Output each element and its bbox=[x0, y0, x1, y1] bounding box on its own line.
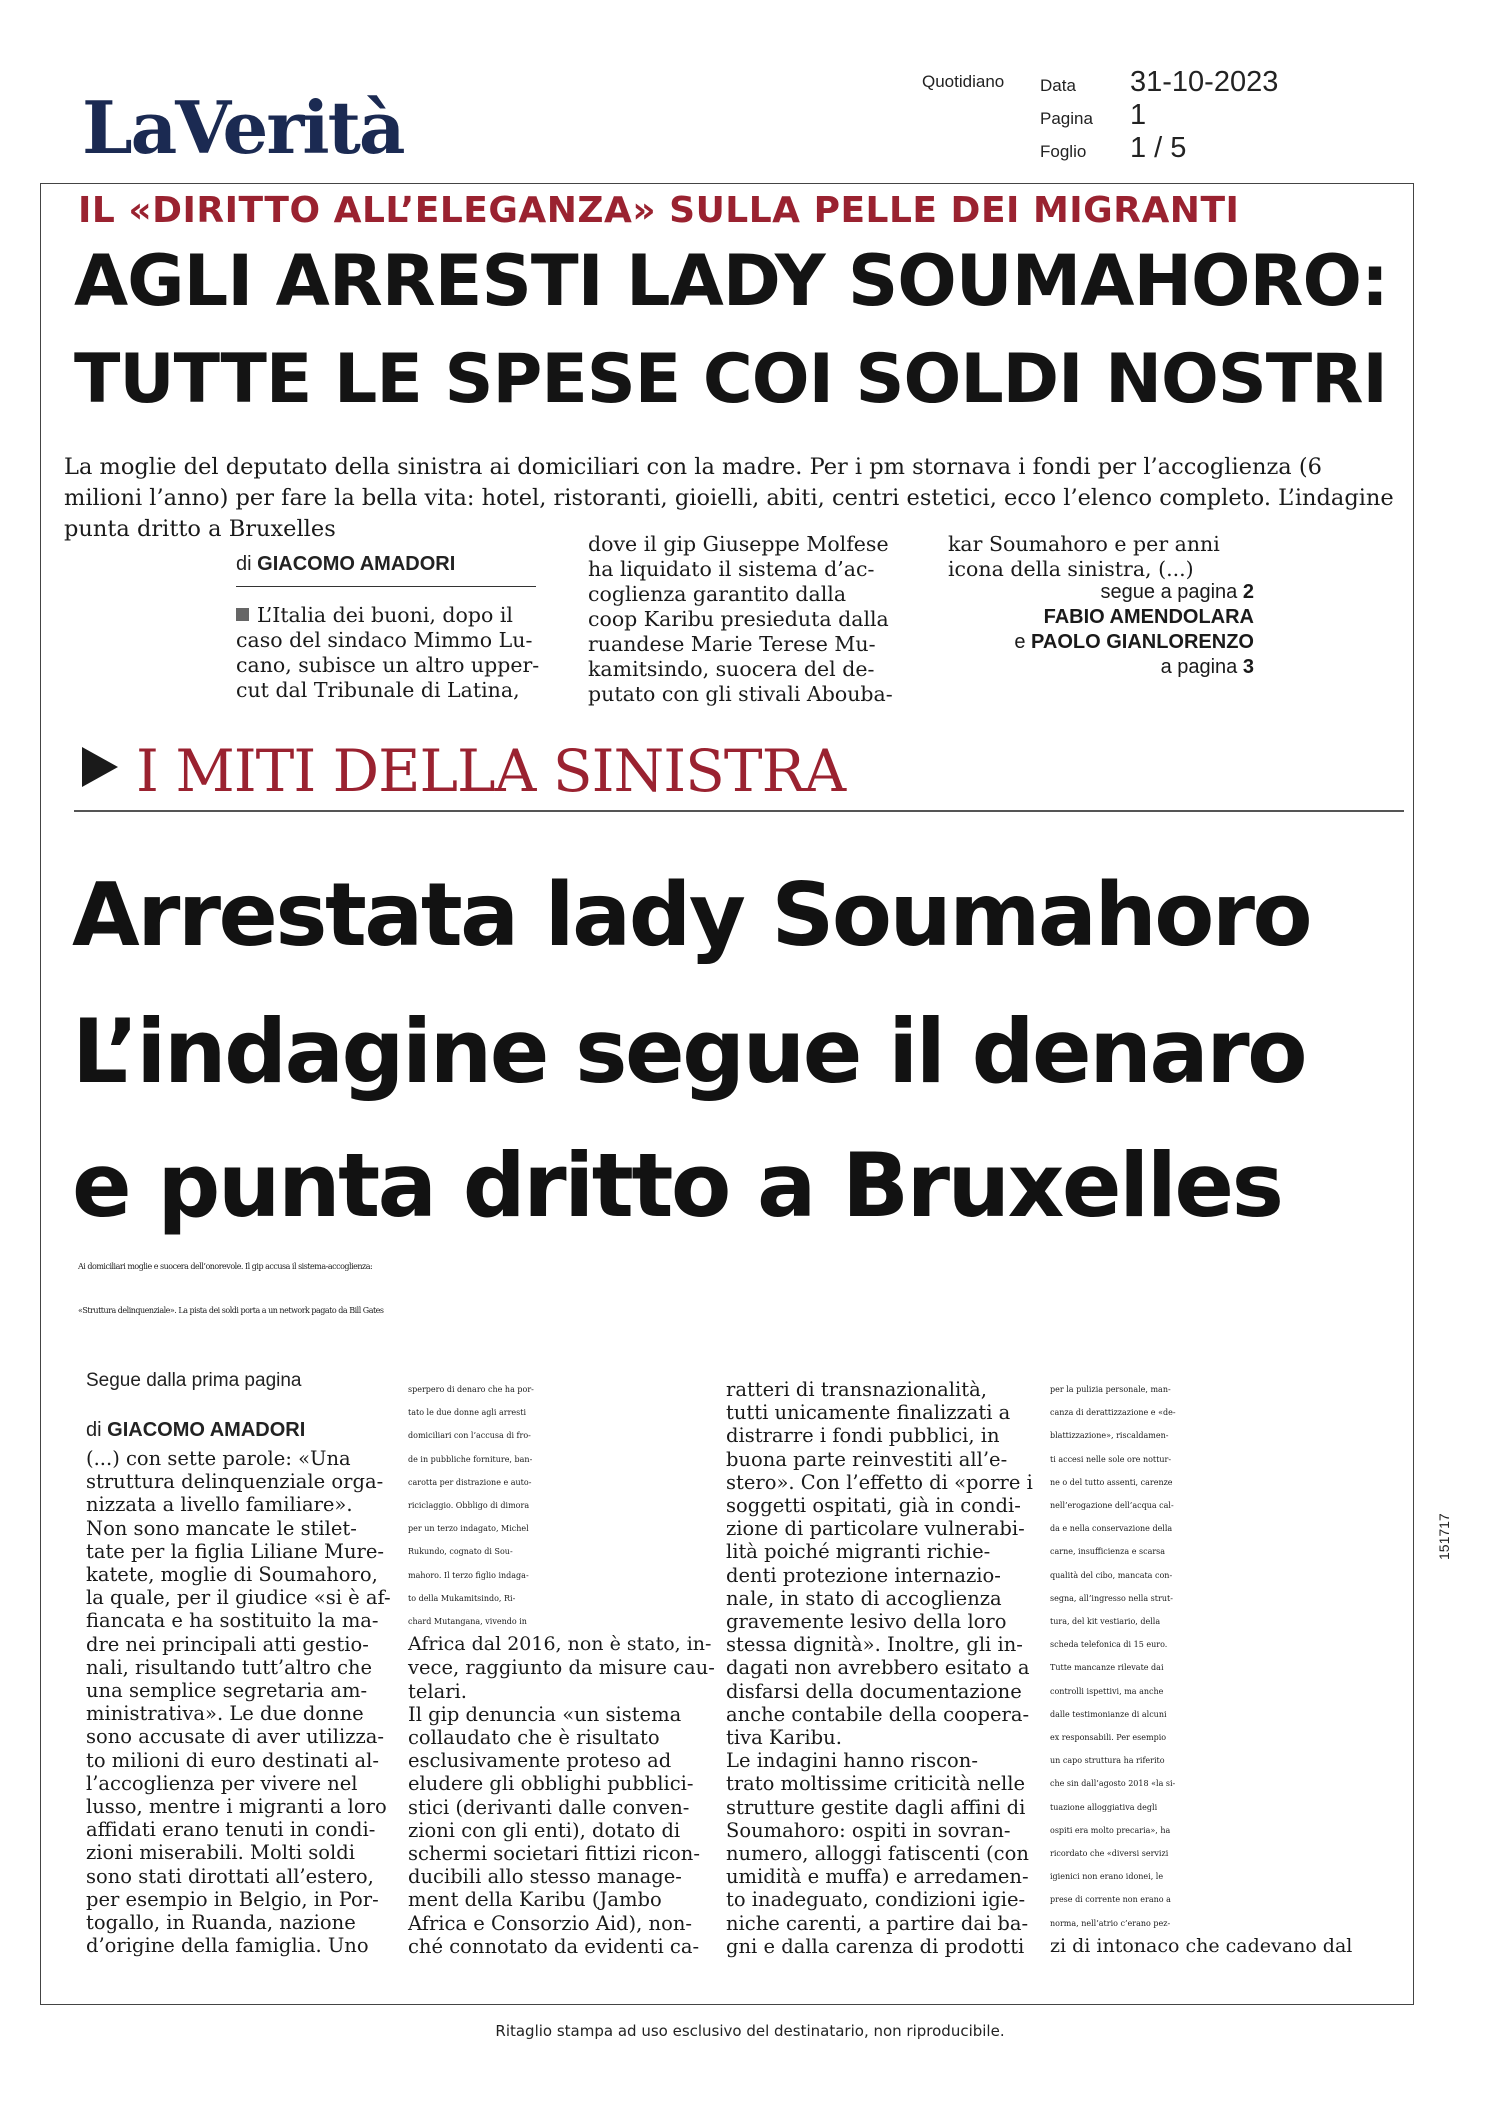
front-headline-line-1: AGLI ARRESTI LADY SOUMAHORO: bbox=[74, 240, 1388, 322]
column-line: Il gip denuncia «un sistema bbox=[408, 1702, 682, 1726]
continuation-references bbox=[900, 580, 1254, 680]
column-line: buona parte reinvestiti all’e- bbox=[726, 1447, 1008, 1471]
article-byline-author: GIACOMO AMADORI bbox=[107, 1419, 306, 1441]
column-line: katete, moglie di Soumahoro, bbox=[86, 1563, 378, 1587]
column-line: una semplice segretaria am- bbox=[86, 1679, 368, 1703]
column-line: L’Italia dei buoni, dopo il bbox=[257, 603, 513, 627]
front-summary: La moglie del deputato della sinistra ai domiciliari con la madre. Per i pm stornava i fondi per l’accoglienza (6 milioni l’anno) per fare la bella vita: hotel, ristoranti, gioielli, abiti, centri estetici, ecco l’elenco completo. L’indagine punta dritto a Bruxelles bbox=[64, 454, 1394, 542]
meta-label-page: Pagina bbox=[1040, 109, 1093, 128]
column-line: mahoro. Il terzo figlio indaga- bbox=[408, 1570, 529, 1580]
column-line: Rukundo, cognato di Sou- bbox=[408, 1547, 513, 1557]
column-line: anche contabile della coopera- bbox=[726, 1702, 1030, 1726]
column-line: d’origine della famiglia. Uno bbox=[86, 1934, 369, 1958]
meta-label-sheet: Foglio bbox=[1040, 142, 1087, 161]
column-line: Africa e Consorzio Aid), non- bbox=[408, 1911, 692, 1935]
segue-page: 2 bbox=[1242, 581, 1254, 603]
column-line: eludere gli obblighi pubblici- bbox=[408, 1772, 694, 1796]
front-byline-prefix: di bbox=[236, 553, 252, 575]
column-line: ment della Karibu (Jambo bbox=[408, 1888, 662, 1912]
column-line: tuazione alloggiativa degli bbox=[1050, 1802, 1158, 1812]
column-line: zi di intonaco che cadevano dal bbox=[1050, 1934, 1353, 1957]
column-line: tate per la figlia Liliane Mure- bbox=[86, 1539, 384, 1563]
column-line: Le indagini hanno riscon- bbox=[726, 1749, 978, 1773]
article-column-2 bbox=[408, 1378, 715, 1958]
column-line: Soumahoro: ospiti in sovran- bbox=[726, 1818, 1011, 1842]
front-column-2 bbox=[588, 532, 893, 707]
meta-value-date: 31-10-2023 bbox=[1130, 66, 1279, 98]
publication-type: Quotidiano bbox=[922, 72, 1005, 91]
column-line: schermi societari fittizi ricon- bbox=[408, 1842, 700, 1866]
column-line: nell’erogazione dell’acqua cal- bbox=[1050, 1501, 1174, 1511]
article-headline-line-3: e punta dritto a Bruxelles bbox=[72, 1134, 1282, 1237]
column-line: scheda telefonica di 15 euro. bbox=[1050, 1640, 1168, 1650]
article-headline-line-1: Arrestata lady Soumahoro bbox=[72, 864, 1311, 966]
column-line: ne o del tutto assenti, carenze bbox=[1050, 1477, 1173, 1487]
front-kicker: IL «DIRITTO ALL’ELEGANZA» SULLA PELLE DEI MIGRANTI bbox=[78, 190, 1240, 231]
column-line: ché connotato da evidenti ca- bbox=[408, 1934, 700, 1958]
column-line: collaudato che è risultato bbox=[408, 1726, 660, 1750]
column-line: coglienza garantito dalla bbox=[588, 582, 847, 606]
column-line: tura, del kit vestiario, della bbox=[1050, 1617, 1161, 1627]
column-line: to milioni di euro destinati al- bbox=[86, 1748, 379, 1772]
column-line: tato le due donne agli arresti bbox=[408, 1408, 527, 1418]
column-line: ministrativa». Le due donne bbox=[86, 1702, 364, 1726]
front-column-3 bbox=[948, 532, 1220, 582]
column-line: denti protezione internazio- bbox=[726, 1563, 1001, 1587]
column-line: carotta per distrazione e auto- bbox=[408, 1477, 532, 1487]
meta-label-date: Data bbox=[1040, 76, 1076, 95]
continued-from-note: Segue dalla prima pagina bbox=[86, 1370, 302, 1391]
column-line: nali, risultando tutt’altro che bbox=[86, 1655, 373, 1679]
column-line: dre nei principali atti gestio- bbox=[86, 1632, 369, 1656]
column-line: Africa dal 2016, non è stato, in- bbox=[408, 1633, 712, 1656]
clipping-code: 151717 bbox=[1436, 1513, 1452, 1560]
article-column-1 bbox=[86, 1447, 391, 1957]
section-kicker bbox=[82, 737, 846, 805]
column-line: kar Soumahoro e per anni bbox=[948, 532, 1220, 556]
column-line: lusso, mentre i migranti a loro bbox=[86, 1795, 387, 1819]
front-column-1 bbox=[236, 603, 539, 703]
column-line: cut dal Tribunale di Latina, bbox=[236, 678, 520, 702]
column-line: qualità del cibo, mancata con- bbox=[1050, 1570, 1173, 1580]
column-line: Non sono mancate le stilet- bbox=[86, 1516, 357, 1540]
byline-divider bbox=[236, 586, 536, 587]
arrow-triangle-icon bbox=[82, 747, 118, 787]
paragraph-square-icon bbox=[236, 608, 249, 621]
column-line: per esempio in Belgio, in Por- bbox=[86, 1887, 379, 1911]
column-line: ti accesi nelle sole ore nottur- bbox=[1050, 1454, 1172, 1464]
other-page-text: a pagina bbox=[1160, 656, 1238, 678]
column-line: nale, in stato di accoglienza bbox=[726, 1586, 1002, 1610]
column-line: distrarre i fondi pubblici, in bbox=[726, 1424, 1000, 1448]
column-line: per la pulizia personale, man- bbox=[1050, 1385, 1171, 1394]
column-line: stici (derivanti dalle conven- bbox=[408, 1795, 690, 1819]
column-line: soggetti ospitati, già in condi- bbox=[726, 1494, 1021, 1518]
column-line: norma, nell’atrio c’erano pez- bbox=[1050, 1918, 1171, 1928]
column-line: disfarsi della documentazione bbox=[726, 1679, 1022, 1703]
column-line: kamitsindo, suocera del de- bbox=[588, 657, 875, 681]
column-line: lità poiché migranti richie- bbox=[726, 1540, 991, 1564]
column-line: tutti unicamente finalizzati a bbox=[726, 1401, 1011, 1425]
article-standfirst-line-1: Ai domiciliari moglie e suocera dell’onorevole. Il gip accusa il sistema-accoglienza: bbox=[78, 1262, 373, 1271]
column-line: sono accusate di aver utilizza- bbox=[86, 1725, 384, 1749]
meta-value-sheet: 1 / 5 bbox=[1130, 132, 1187, 164]
column-line: vece, raggiunto da misure cau- bbox=[408, 1656, 715, 1680]
column-line: segna, all’ingresso nella strut- bbox=[1050, 1593, 1173, 1603]
column-line: dagati non avrebbero esitato a bbox=[726, 1656, 1030, 1680]
column-line: igienici non erano idonei, le bbox=[1050, 1872, 1164, 1882]
column-line: coop Karibu presieduta dalla bbox=[588, 607, 889, 631]
column-line: gravemente lesivo della loro bbox=[726, 1610, 1007, 1634]
section-divider bbox=[74, 810, 1404, 812]
column-line: domiciliari con l’accusa di fro- bbox=[408, 1431, 531, 1441]
column-line: to della Mukamitsindo, Ri- bbox=[408, 1593, 516, 1603]
other-author-conjunction: e bbox=[1014, 631, 1026, 653]
column-line: un capo struttura ha riferito bbox=[1050, 1756, 1165, 1766]
column-line: umidità e muffa) e arredamen- bbox=[726, 1865, 1029, 1889]
column-line: la quale, per il giudice «si è af- bbox=[86, 1586, 391, 1610]
column-line: blattizzazione», riscaldamen- bbox=[1050, 1431, 1169, 1441]
column-line: ex responsabili. Per esempio bbox=[1050, 1733, 1167, 1743]
column-line: caso del sindaco Mimmo Lu- bbox=[236, 628, 533, 652]
column-line: da e nella conservazione della bbox=[1050, 1524, 1173, 1534]
column-line: icona della sinistra, (...) bbox=[948, 557, 1194, 581]
other-author-1: FABIO AMENDOLARA bbox=[1043, 606, 1254, 628]
segue-text: segue a pagina bbox=[1100, 581, 1238, 603]
column-line: canza di derattizzazione e «de- bbox=[1050, 1408, 1176, 1418]
article-byline bbox=[86, 1419, 305, 1442]
column-line: esclusivamente proteso ad bbox=[408, 1749, 672, 1773]
column-line: ratteri di transnazionalità, bbox=[726, 1378, 987, 1401]
copyright-footer: Ritaglio stampa ad uso esclusivo del destinatario, non riproducibile. bbox=[495, 2022, 1005, 2040]
column-line: cano, subisce un altro upper- bbox=[236, 653, 540, 677]
column-line: to inadeguato, condizioni igie- bbox=[726, 1888, 1026, 1912]
article-column-4 bbox=[1050, 1378, 1352, 1958]
column-line: ruandese Marie Terese Mu- bbox=[588, 632, 876, 656]
column-line: affidati erano tenuti in condi- bbox=[86, 1818, 376, 1842]
column-line: Tutte mancanze rilevate dai bbox=[1050, 1663, 1164, 1673]
column-line: sono stati dirottati all’estero, bbox=[86, 1864, 374, 1888]
other-author-2: PAOLO GIANLORENZO bbox=[1031, 631, 1254, 653]
column-line: stessa dignità». Inoltre, gli in- bbox=[726, 1633, 1023, 1657]
column-line: l’accoglienza per vivere nel bbox=[86, 1771, 358, 1795]
column-line: niche carenti, a partire dai ba- bbox=[726, 1911, 1029, 1935]
article-column-3 bbox=[726, 1378, 1033, 1958]
column-line: riciclaggio. Obbligo di dimora bbox=[408, 1501, 530, 1511]
column-line: ospiti era molto precaria», ha bbox=[1050, 1825, 1171, 1835]
column-line: gni e dalla carenza di prodotti bbox=[726, 1934, 1025, 1958]
column-line: per un terzo indagato, Michel bbox=[408, 1524, 529, 1534]
column-line: tiva Karibu. bbox=[726, 1726, 842, 1750]
column-line: numero, alloggi fatiscenti (con bbox=[726, 1842, 1029, 1866]
column-line: telari. bbox=[408, 1679, 467, 1703]
column-line: (...) con sette parole: «Una bbox=[86, 1447, 351, 1470]
column-line: struttura delinquenziale orga- bbox=[86, 1470, 384, 1494]
column-line: dalle testimonianze di alcuni bbox=[1050, 1709, 1167, 1719]
column-line: dove il gip Giuseppe Molfese bbox=[588, 532, 889, 556]
column-line: che sin dall’agosto 2018 «la si- bbox=[1050, 1779, 1176, 1789]
column-line: nizzata a livello familiare». bbox=[86, 1493, 353, 1517]
column-line: fiancata e ha sostituito la ma- bbox=[86, 1609, 379, 1633]
column-line: carne, insufficienza e scarsa bbox=[1050, 1547, 1166, 1557]
column-line: stero». Con l’effetto di «porre i bbox=[726, 1470, 1033, 1494]
newspaper-logo: LaVerità bbox=[82, 85, 404, 170]
meta-value-page: 1 bbox=[1130, 99, 1147, 131]
front-byline-author: GIACOMO AMADORI bbox=[257, 553, 456, 575]
column-line: ricordato che «diversi servizi bbox=[1050, 1849, 1169, 1859]
column-line: putato con gli stivali Abouba- bbox=[588, 682, 893, 706]
front-byline bbox=[236, 553, 455, 576]
section-kicker-text: I MITI DELLA SINISTRA bbox=[136, 737, 846, 805]
column-line: prese di corrente non erano a bbox=[1050, 1895, 1171, 1905]
column-line: zione di particolare vulnerabi- bbox=[726, 1517, 1025, 1541]
clipping-header bbox=[0, 0, 1500, 180]
front-headline-line-2: TUTTE LE SPESE COI SOLDI NOSTRI bbox=[74, 340, 1387, 419]
other-page: 3 bbox=[1242, 656, 1254, 678]
column-line: ha liquidato il sistema d’ac- bbox=[588, 557, 875, 581]
column-line: strutture gestite dagli affini di bbox=[726, 1795, 1026, 1819]
column-line: ducibili allo stesso manage- bbox=[408, 1865, 682, 1889]
article-byline-prefix: di bbox=[86, 1419, 102, 1441]
column-line: sperpero di denaro che ha por- bbox=[408, 1385, 534, 1394]
column-line: controlli ispettivi, ma anche bbox=[1050, 1686, 1164, 1696]
column-line: chard Mutangana, vivendo in bbox=[408, 1617, 527, 1627]
article-headline-line-2: L’indagine segue il denaro bbox=[72, 1000, 1306, 1103]
article-standfirst-line-2: «Struttura delinquenziale». La pista dei soldi porta a un network pagato da Bill Gates bbox=[78, 1306, 384, 1315]
column-line: trato moltissime criticità nelle bbox=[726, 1772, 1026, 1796]
column-line: zioni con gli enti), dotato di bbox=[408, 1818, 681, 1842]
column-line: togallo, in Ruanda, nazione bbox=[86, 1911, 356, 1935]
column-line: de in pubbliche forniture, ban- bbox=[408, 1454, 533, 1464]
column-line: zioni miserabili. Molti soldi bbox=[86, 1841, 355, 1865]
